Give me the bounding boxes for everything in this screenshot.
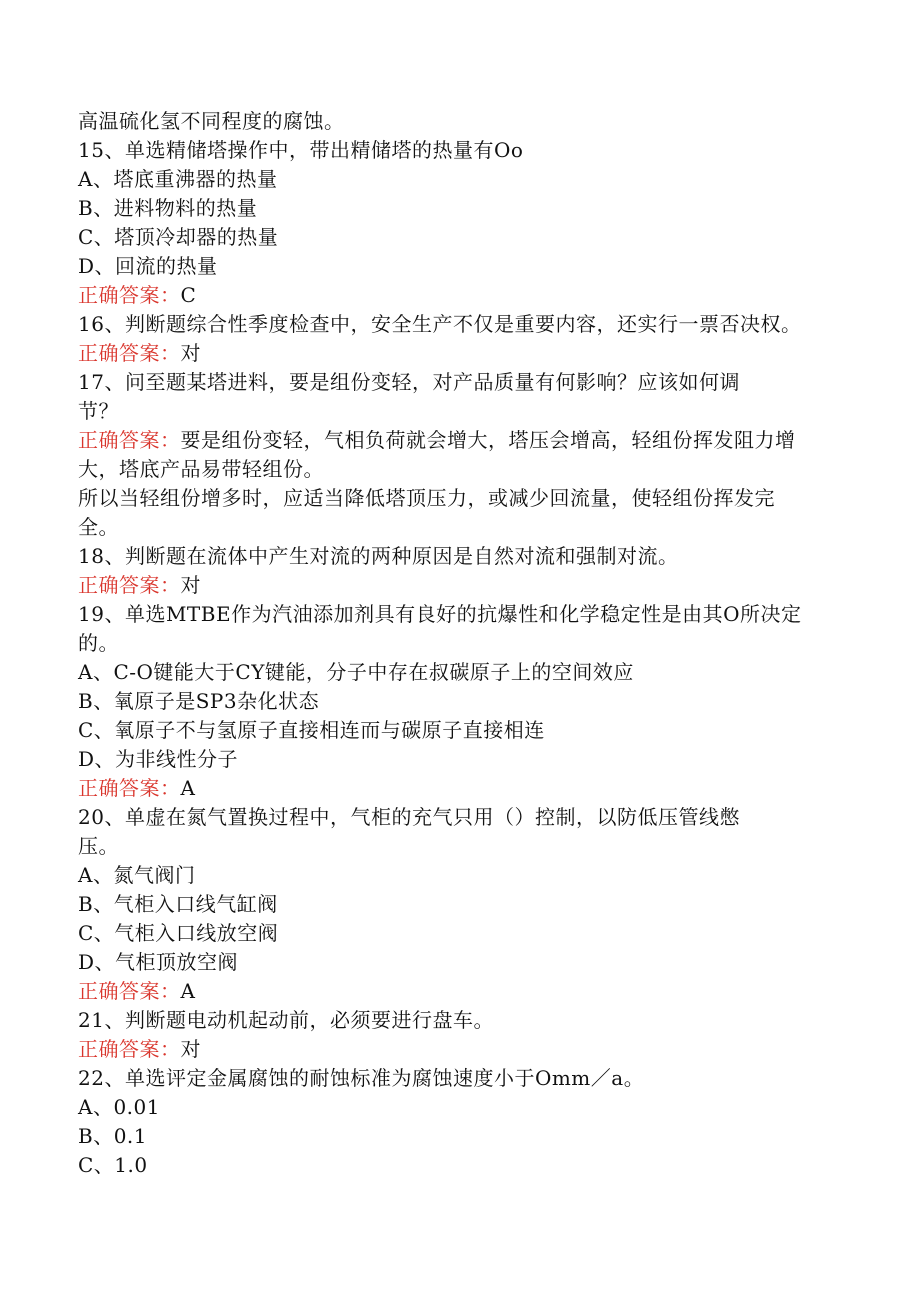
text-line: 17、问至题某塔进料，要是组份变轻，对产品质量有何影响？应该如何调 <box>78 370 740 394</box>
answer-label: 正确答案： <box>78 776 181 800</box>
answer-value: A <box>180 979 196 1003</box>
text-line: A、氮气阀门 <box>78 863 196 887</box>
answer-value: A <box>180 776 196 800</box>
text-line: B、氧原子是SP3杂化状态 <box>78 689 320 713</box>
answer-value: 对 <box>180 573 201 597</box>
answer-line <box>78 571 878 600</box>
answer-label: 正确答案： <box>78 979 181 1003</box>
text-line: 16、判断题综合性季度检查中，安全生产不仅是重要内容，还实行一票否决权。 <box>78 312 802 336</box>
text-line: 的。 <box>78 631 119 655</box>
answer-value: C <box>180 283 197 307</box>
answer-line <box>78 281 878 310</box>
text-line: C、氧原子不与氢原子直接相连而与碳原子直接相连 <box>78 718 545 742</box>
text-line: 19、单选MTBE作为汽油添加剂具有良好的抗爆性和化学稳定性是由其O所决定 <box>78 602 802 626</box>
text-line: 18、判断题在流体中产生对流的两种原因是自然对流和强制对流。 <box>78 544 679 568</box>
document-page <box>78 107 878 1180</box>
text-line: 大，塔底产品易带轻组份。 <box>78 457 324 481</box>
text-line: 压。 <box>78 834 119 858</box>
answer-label: 正确答案： <box>78 573 181 597</box>
text-line: 高温硫化氢不同程度的腐蚀。 <box>78 109 345 133</box>
answer-line <box>78 1035 878 1064</box>
text-line: B、气柜入口线气缸阀 <box>78 892 278 916</box>
answer-label: 正确答案： <box>78 283 181 307</box>
answer-label: 正确答案： <box>78 1037 181 1061</box>
answer-value: 对 <box>180 341 201 365</box>
answer-line <box>78 774 878 803</box>
text-line: B、进料物料的热量 <box>78 196 258 220</box>
text-line: D、回流的热量 <box>78 254 218 278</box>
answer-line <box>78 339 878 368</box>
text-line: C、塔顶冷却器的热量 <box>78 225 279 249</box>
text-line: B、0.1 <box>78 1124 148 1148</box>
text-line: C、1.0 <box>78 1153 148 1177</box>
answer-line <box>78 977 878 1006</box>
text-line: 22、单选评定金属腐蚀的耐蚀标准为腐蚀速度小于Omm／a。 <box>78 1066 645 1090</box>
text-line: 节？ <box>78 399 119 423</box>
text-line: C、气柜入口线放空阀 <box>78 921 279 945</box>
text-line: 全。 <box>78 515 119 539</box>
answer-value: 要是组份变轻，气相负荷就会增大，塔压会增高，轻组份挥发阻力增 <box>180 428 796 452</box>
text-line: 所以当轻组份增多时，应适当降低塔顶压力，或减少回流量，使轻组份挥发完 <box>78 486 775 510</box>
text-line: D、为非线性分子 <box>78 747 239 771</box>
answer-line <box>78 426 878 455</box>
text-line: A、塔底重沸器的热量 <box>78 167 278 191</box>
text-line: 21、判断题电动机起动前，必须要进行盘车。 <box>78 1008 494 1032</box>
answer-label: 正确答案： <box>78 428 181 452</box>
text-line: D、气柜顶放空阀 <box>78 950 239 974</box>
answer-label: 正确答案： <box>78 341 181 365</box>
text-line: A、0.01 <box>78 1095 160 1119</box>
answer-value: 对 <box>180 1037 201 1061</box>
text-line: A、C-O键能大于CY键能，分子中存在叔碳原子上的空间效应 <box>78 660 634 684</box>
text-line: 20、单虚在氮气置换过程中，气柜的充气只用（）控制，以防低压管线憋 <box>78 805 740 829</box>
text-line: 15、单选精储塔操作中，带出精储塔的热量有Oo <box>78 138 524 162</box>
